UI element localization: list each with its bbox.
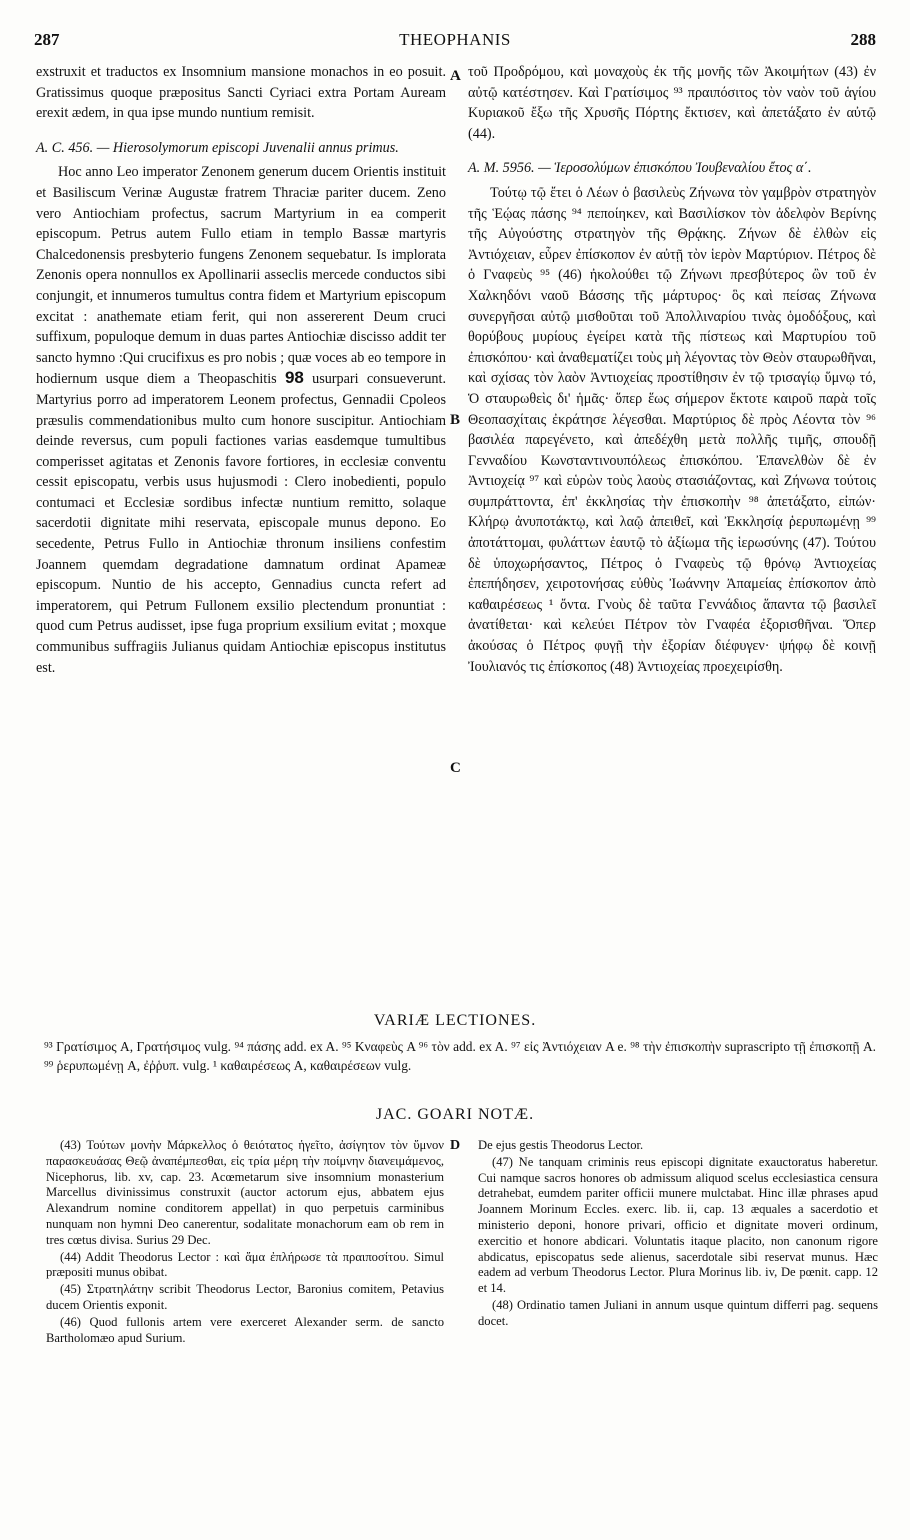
note-46-continued: De ejus gestis Theodorus Lector.	[478, 1138, 644, 1152]
note-47: (47) Ne tanquam criminis reus episcopi dignitate exauctoratus haberetur. Cui namque sacros honores ob admissum aliquod scelus ecclesiastica censura detrahebat, eumdem pariter officii munere mulctabat. Hinc illæ phrases apud Joannem Morinum Eccles. exerc. lib. ii, cap. 13 æquales a sacerdotio et ministerio deponi, honore privari, officio et dignitate moveri ordinum, exercitio et honore abdicari. Voluntatis itaque placito, non canonum rigore abdicatus, episcopatus sede alienus, sacerdotale sibi reservat munus. Hæc eadem ad verbum Theodorus Lector. Plura Morinus lib. iv, De pœnit. capp. 12 et 14.	[478, 1154, 878, 1296]
running-title: THEOPHANIS	[399, 30, 511, 49]
right-page-number: 288	[850, 30, 876, 49]
margin-marker-d: D	[450, 1138, 461, 1153]
notes-left-column	[46, 1138, 444, 1347]
variae-lectiones-text: ⁹³ Γρατίσιμος A, Γρατήσιμος vulg. ⁹⁴ πάσης add. ex A. ⁹⁵ Κναφεὺς A ⁹⁶ τὸν add. ex A. ⁹⁷ εἰς Ἀντιόχειαν A e. ⁹⁸ τὴν ἐπισκοπὴν suprascripto τῇ ἐπισκοπῇ A. ⁹⁹ ῥερυπωμένῃ A, ἐῤῥυπ. vulg. ¹ καθαιρέσεως A, καθαιρέσεων vulg.	[44, 1039, 876, 1073]
variae-lectiones-title: VARIÆ LECTIONES.	[373, 1012, 537, 1029]
latin-paragraph-2-cont: usurpari consueverunt. Martyrius porro ad imperatorem Leonem profectus, Gennadii Cpoleos præsulis commendationibus multo cum honore suscipitur. Antiochiam deinde reversus, cum populi factiones varias easdemque tumultibus comperisset agitatas et Zenonis favore fortiores, in ecclesiæ conventu cessit episcopatu, verbis usus hujusmodi : Clero inobedienti, populo contumaci et Ecclesiæ sordibus infectæ nuntium remitto, solaque sacerdotii dignitate mihi reservata, episcopale munus depono. Eo secedente, Petrus Fullo in Antiochiæ thronum insiliens confestim Joannem quemdam degradatione damnatum ordinat Apameæ episcopum. Nuntio de his accepto, Gennadius cuncta refert ad imperatorem, qui Petrum Fullonem exsilio plectendum pronuntiat : quod cum Petrus audisset, ipse fuga proprium exsilium evitat ; moxque communibus suffragiis Julianus quidam Antiochiæ episcopus institutus est.	[36, 371, 447, 676]
latin-year-text: A. C. 456. — Hierosolymorum episcopi Juvenalii annus primus.	[36, 139, 399, 156]
greek-column	[468, 62, 876, 677]
notae-title: JAC. GOARI NOTÆ.	[375, 1106, 535, 1123]
note-48: (48) Ordinatio tamen Juliani in annum usque quintum differri pag. sequens docet.	[478, 1297, 878, 1328]
note-44: (44) Addit Theodorus Lector : καὶ ἅμα ἐπλήρωσε τὰ πραιποσίτου. Simul præpositi munus obibat.	[46, 1249, 444, 1280]
note-45: (45) Στρατηλάτην scribit Theodorus Lector, Baronius comitem, Petavius ducem Orientis exponit.	[46, 1282, 444, 1312]
greek-paragraph-1: τοῦ Προδρόμου, καὶ μοναχοὺς ἐκ τῆς μονῆς τῶν Ἀκοιμήτων (43) ἐν αὐτῷ κατέστησεν. Καὶ Γρατίσιμος ⁹³ πραιπόσιτος τὸν ναὸν τοῦ ἁγίου Κυριακοῦ ἔξω τῆς Χρυσῆς Πόρτης ἔκτισεν, καὶ ἀπετάξατο ἐν αὐτῷ (44).	[468, 64, 876, 142]
latin-paragraph-2	[36, 162, 446, 678]
inline-number: 98	[284, 368, 304, 388]
latin-column	[36, 62, 446, 678]
margin-marker-b: B	[450, 412, 461, 428]
page-header	[34, 30, 876, 60]
note-43: (43) Τούτων μονὴν Μάρκελλος ὁ θειότατος ἡγεῖτο, ἀσίγητον τὸν ὕμνον παρασκευάσας Θεῷ ἀναπέμπεσθαι, εἰς τρία μέρη τὴν ποίμνην διανειμάμενος, Nicephorus, lib. xv, cap. 23. Acœmetarum sive insomnium monasterium Marcellus divinissimus construxit (auctor actorum ejus, abbatem ejus Alexandrum nomine conditorem appellat) in quo perpetuis carminibus nunquam non hymni Deo canerentur, sodalitate monachorum eam ob rem in tres cœtus divisa. Surius 29 Dec.	[46, 1138, 444, 1247]
greek-paragraph-2: Τούτῳ τῷ ἔτει ὁ Λέων ὁ βασιλεὺς Ζήνωνα τὸν γαμβρὸν στρατηγὸν τῆς Ἑῴας πάσης ⁹⁴ πεποίηκεν, καὶ Βασιλίσκον τὸν ἀδελφὸν Βερίνης τῆς Αὐγούστης στρατηγὸν τῆς Θρᾴκης. Ζήνων δὲ ἐλθὼν εἰς Ἀντιόχειαν, εὗρεν ἐπίσκοπον ἐν αὐτῇ τὸν ἱερὸν Μαρτύριον. Πέτρος δὲ ὁ Γναφεὺς ⁹⁵ (46) ἠκολούθει τῷ Ζήνωνι πρεσβύτερος ὢν τοῦ ἐν Χαλκηδόνι ναοῦ Βάσσης τῆς μάρτυρος· ὃς καὶ πείσας Ζήνωνα συνεργῆσαι αὐτῷ μισθοῦται τοῦ Ἀπολλιναρίου τινὰς ὁμοδόξους, καὶ θορύβους μυρίους ἐγείρει κατὰ τῆς πίστεως καὶ Μαρτυρίου τοῦ ἐπισκόπου· καὶ ἀναθεματίζει τοὺς μὴ λέγοντας τὸν Θεὸν σταυρωθῆναι, καὶ σχίσας τὸν λαὸν Ἀντιοχείας προστίθησιν ἐν τῷ τρισαγίῳ ὕμνῳ τό, Ὁ σταυρωθεὶς δι' ἡμᾶς· ὅπερ ἕως σήμερον ἔκτοτε καιροῦ παρὰ τοῖς Θεοπασχίταις ἐκράτησε λέγεσθαι. Μαρτύριος δὲ πρὸς Λέοντα τὸν ⁹⁶ βασιλέα παρεγένετο, καὶ ἀπεδέχθη μετὰ πολλῆς τιμῆς, σπουδῇ Γενναδίου Κωνσταντινουπόλεως ἐπισκόπου. Ἐπανελθὼν δὲ ἐν Ἀντιοχείᾳ ⁹⁷ καὶ εὑρὼν τοὺς λαοὺς στασιάζοντας, καὶ Ζήνωνα τούτοις συμπράττοντα, ἐπ' ἐκκλησίας τὴν ἐπισκοπὴν ⁹⁸ ἀπετάξατο, εἰπών· Κλήρῳ ἀνυποτάκτῳ, καὶ λαῷ ἀπειθεῖ, καὶ Ἐκκλησίᾳ ῥερυπωμένῃ ⁹⁹ ἀποτάττομαι, φυλάττων ἑαυτῷ τὸ ἀξίωμα τῆς ἱερωσύνης (47). Τούτου δὲ ὑποχωρήσαντος, Πέτρος ὁ Γναφεὺς τῷ θρόνῳ Ἀντιοχείας ἐπεπήδησεν, χειροτονήσας εὐθὺς Ἰωάννην Ἀπαμείας ἐπίσκοπον ἀπὸ καθαιρέσεως ¹ ὄντα. Γνοὺς δὲ ταῦτα Γεννάδιος ἅπαντα τῷ βασιλεῖ ἀνατίθεται· καὶ κελεύει Πέτρον τὸν Γναφέα ἐξορισθῆναι. Ὅπερ ἀκούσας ὁ Πέτρος φυγῇ τὴν ἐξορίαν διέφυγεν· ψήφῳ δὲ κοινῇ Ἰουλιανός τις ἐπίσκοπος (48) Ἀντιοχείας προεχειρίσθη.	[468, 184, 876, 675]
margin-marker-a: A	[450, 68, 461, 84]
left-page-number: 287	[34, 30, 60, 49]
notes-right-column	[478, 1138, 878, 1331]
greek-year-heading	[468, 158, 876, 179]
note-46: (46) Quod fullonis artem vere exerceret Alexander serm. de sancto Bartholomæo apud Surium.	[46, 1314, 444, 1345]
margin-marker-c: C	[450, 760, 461, 776]
greek-year-text: A. M. 5956. — Ἱεροσολύμων ἐπισκόπου Ἰουβεναλίου ἔτος α΄.	[468, 160, 812, 177]
latin-paragraph-1: exstruxit et traductos ex Insomnium mansione monachos in eo posuit. Gratissimus quoque præpositus Sancti Cyriaci extra Portam Auream erexit ædem, in qua ipse mundo nuntium remisit.	[36, 64, 446, 122]
latin-paragraph-2-text: Hoc anno Leo imperator Zenonem generum ducem Orientis instituit et Basiliscum Verinæ Augustæ fratrem Thraciæ pariter ducem. Zeno vero Antiochiam profectus, sacrum Martyrium in ea comperit episcopum. Petrus autem Fullo etiam in templo Bassæ martyris Chalcedonensis presbyterio fungens Zenonem sequebatur. Is implorata Zenonis opera nonnullos ex Apollinarii asseclis mercede conductos sibi conjungit, et innumeros tumultus contra fidem et Martyrium episcopum excitat : anathemate etiam ferit, qui non assererent Deum cruci suffixum, populoque demum in duas partes Antiochiæ discisso addit ter sancto hymno :Qui crucifixus es pro nobis ; quæ voces ab eo tempore in hodiernum usque diem a Theopaschitis	[36, 164, 446, 388]
latin-year-heading	[36, 138, 446, 159]
